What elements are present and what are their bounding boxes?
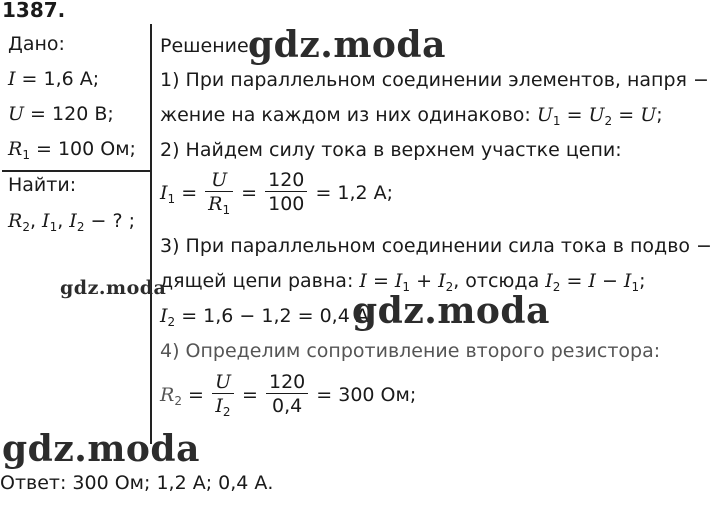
step1-line1: 1) При параллельном соединении элементов, напря − bbox=[160, 69, 709, 91]
step4-formula: $R_2$ = $\frac{U}{I_2}$ = $\frac{120}{0,4}$ = 300 Ом; bbox=[160, 371, 417, 419]
step4-text: 4) Определим сопротивление второго резистора: bbox=[160, 340, 661, 362]
fraction-u-over-i2: $\frac{U}{I_2}$ bbox=[212, 371, 234, 418]
step2-formula: $I_1$ = $\frac{U}{R_1}$ = $\frac{120}{100}$ = 1,2 А; bbox=[160, 169, 394, 217]
fraction-120-over-100: $\frac{120}{100}$ bbox=[265, 169, 307, 216]
watermark-left: gdz.moda bbox=[60, 277, 167, 299]
given-current: I = 1,6 А; bbox=[8, 68, 100, 90]
problem-number: 1387. bbox=[2, 0, 66, 22]
vertical-divider bbox=[150, 24, 152, 444]
step3-line2: дящей цепи равна: $I = I_1 + I_2$, отсюда $I_2 = I - I_1$; bbox=[160, 270, 646, 294]
fraction-u-over-r1: $\frac{U}{R_1}$ bbox=[205, 169, 233, 216]
watermark-bottom: gdz.moda bbox=[2, 428, 200, 470]
find-unknowns: $R_2$, $I_1$, $I_2$ − ? ; bbox=[8, 210, 135, 234]
given-separator bbox=[2, 170, 151, 172]
watermark-top: gdz.moda bbox=[248, 24, 446, 66]
watermark-middle: gdz.moda bbox=[352, 290, 550, 332]
step1-line2: жение на каждом из них одинаково: $U_1 = U_2 = U$; bbox=[160, 104, 663, 128]
given-voltage: U = 120 В; bbox=[8, 103, 114, 125]
find-header: Найти: bbox=[8, 174, 77, 196]
step3-line1: 3) При параллельном соединении сила тока в подво − bbox=[160, 235, 712, 257]
given-header: Дано: bbox=[8, 33, 65, 55]
solution-header: Решение: bbox=[160, 35, 256, 57]
given-resistance: $R_1 = 100$ Ом; bbox=[8, 138, 136, 162]
step2-text: 2) Найдем силу тока в верхнем участке цепи: bbox=[160, 139, 622, 161]
step3-result: $I_2 = 1,6 - 1,2 = 0,4$ А; bbox=[160, 305, 376, 329]
answer-line: Ответ: 300 Ом; 1,2 А; 0,4 А. bbox=[0, 472, 274, 494]
fraction-120-over-0-4: $\frac{120}{0,4}$ bbox=[266, 371, 308, 418]
